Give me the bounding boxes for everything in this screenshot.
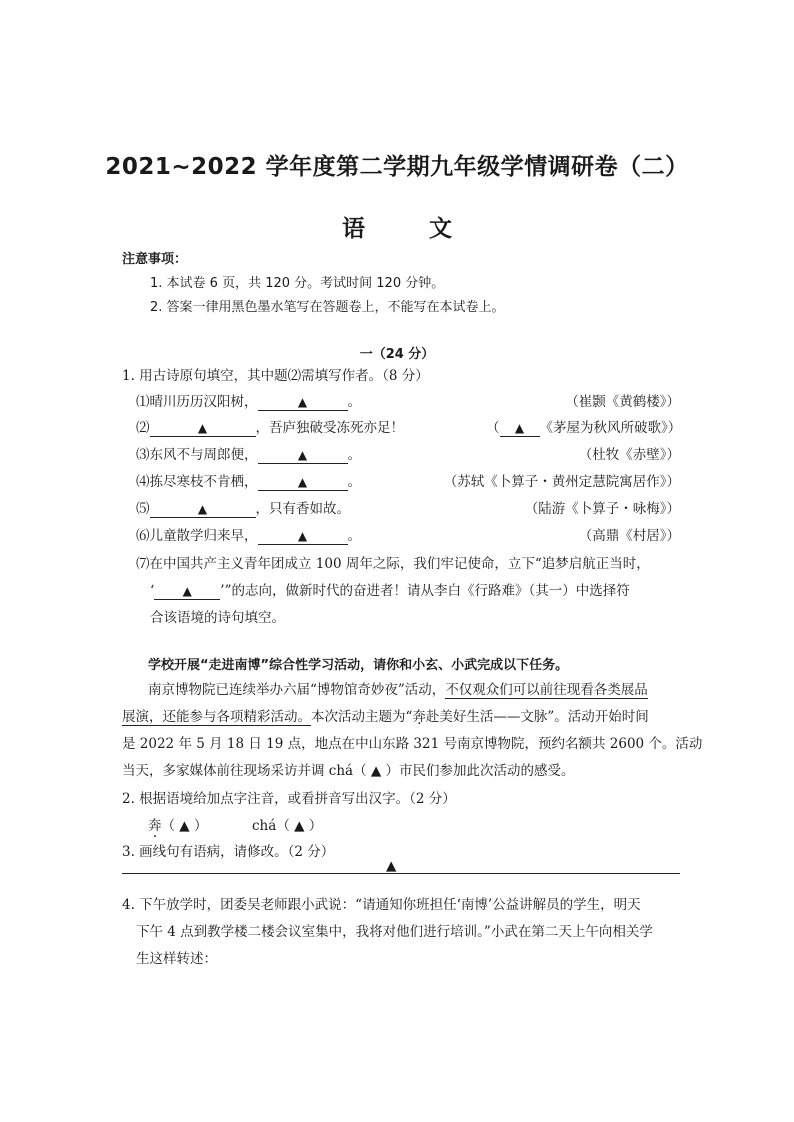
q1-blank-5: ▲	[150, 501, 256, 518]
section-heading: 一（24 分）	[359, 347, 435, 362]
q3-answer-mark: ▲	[386, 858, 397, 874]
passage-line-1: 南京博物院已连续举办六届“博物馆奇妙夜”活动，不仅观众们可以前往现看各类展品	[148, 682, 648, 698]
q1-line-6: ⑹儿童散学归来早， ▲ 。	[136, 528, 361, 544]
q1-sub7-line-3: 合该语境的诗句填空。	[150, 610, 285, 626]
subject-title: 语 文	[341, 216, 480, 242]
dotted-char: 奔	[412, 709, 426, 725]
q1-line-2: ⑵ ▲ ，吾庐独破受冻死亦足！	[136, 420, 404, 436]
q4-line-1: 4. 下午放学时，团委吴老师跟小武说：“请通知你班担任‘南博’公益讲解员的学生，明天	[122, 897, 641, 913]
q1-author-blank: ▲	[500, 420, 540, 437]
q1-source-5: （陆游《卜算子・咏梅》）	[524, 501, 680, 517]
q1-blank-7: ▲	[154, 583, 220, 600]
q1-source-6: （高鼎《村居》）	[578, 528, 680, 544]
underlined-sentence-part-2: 展演，还能参与各项精彩活动。	[122, 709, 311, 725]
q1-source-1: （崔颢《黄鹤楼》）	[565, 394, 680, 410]
q1-line-4: ⑷拣尽寒枝不肯栖， ▲ 。	[136, 474, 361, 490]
q1-line-1-text: ⑴晴川历历汉阳树，	[136, 394, 258, 410]
q3-answer-line	[122, 873, 680, 874]
q1-source-3: （杜牧《赤壁》）	[578, 447, 680, 463]
q1-line-5: ⑸ ▲ ，只有香如故。	[136, 501, 350, 517]
q2-stem: 2. 根据语境给加点字注音，或看拼音写出汉字。（2 分）	[122, 791, 456, 807]
q4-line-3: 生这样转述：	[136, 951, 217, 967]
notes-item-1: 1. 本试卷 6 页，共 120 分。考试时间 120 分钟。	[150, 276, 445, 291]
q1-blank-1: ▲	[258, 394, 348, 411]
q2-item-b: chá（ ▲ ）	[252, 818, 323, 834]
underlined-sentence-part-1: 不仅观众们可以前往现看各类展品	[445, 682, 648, 698]
q3-stem: 3. 画线句有语病，请修改。（2 分）	[122, 844, 335, 860]
q1-blank-3: ▲	[258, 447, 348, 464]
exam-title: 2021~2022 学年度第二学期九年级学情调研卷（二）	[105, 154, 689, 180]
notes-item-2: 2. 答案一律用黑色墨水笔写在答题卷上，不能写在本试卷上。	[150, 300, 505, 315]
q1-source-4: （苏轼《卜算子・黄州定慧院寓居作》）	[443, 474, 680, 490]
q1-sub7-line-1: ⑺在中国共产主义青年团成立 100 周年之际，我们牢记使命，立下“追梦启航正当时，	[136, 556, 650, 572]
q2-item-a: 奔（ ▲ ）	[148, 818, 208, 834]
q1-source-2: （ ▲ 《茅屋为秋风所破歌》）	[486, 420, 682, 436]
q4-line-2: 下午 4 点到教学楼二楼会议室集中，我将对他们进行培训。”小武在第二天上午向相关学	[136, 924, 653, 940]
passage-line-3: 是 2022 年 5 月 18 日 19 点，地点在中山东路 321 号南京博物院，预约名额共 2600 个。活动	[122, 736, 703, 752]
notes-heading: 注意事项：	[122, 252, 188, 267]
q1-blank-2: ▲	[150, 420, 256, 437]
q1-stem: 1. 用古诗原句填空，其中题⑵需填写作者。（8 分）	[122, 368, 429, 384]
q1-blank-4: ▲	[258, 474, 348, 491]
q1-line-1: ⑴晴川历历汉阳树， ▲ 。	[136, 394, 361, 410]
q1-sub7-line-2: ‘ ▲ ’”的志向，做新时代的奋进者！请从李白《行路难》（其一）中选择符	[150, 583, 630, 599]
q1-line-3: ⑶东风不与周郎便， ▲ 。	[136, 447, 361, 463]
activity-intro: 学校开展“走进南博”综合性学习活动，请你和小玄、小武完成以下任务。	[148, 658, 569, 673]
passage-line-4: 当天，多家媒体前往现场采访并调 chá（ ▲ ）市民们参加此次活动的感受。	[122, 763, 575, 779]
passage-line-2: 展演，还能参与各项精彩活动。本次活动主题为“奔赴美好生活——文脉”。活动开始时间	[122, 709, 649, 725]
q1-blank-6: ▲	[258, 528, 348, 545]
